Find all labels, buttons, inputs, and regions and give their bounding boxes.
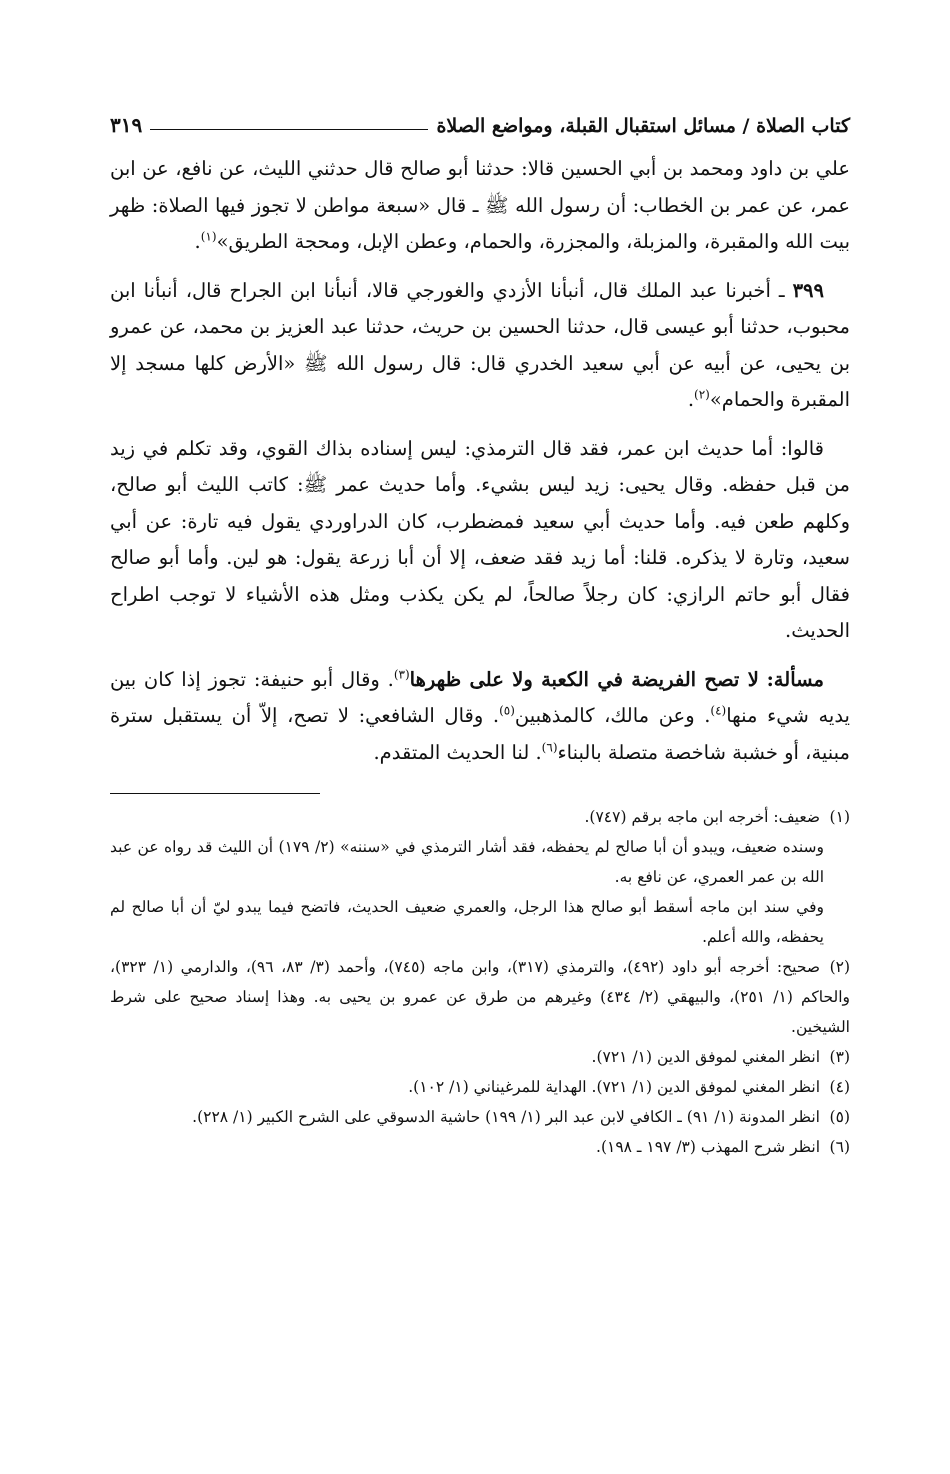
paragraph-399: ٣٩٩ ـ أخبرنا عبد الملك قال، أنبأنا الأزدي والغورجي قالا، أنبأنا ابن الجراح قال، أنبأنا ابن محبوب، حدثنا أبو عيسى قال، حدثنا الحسين بن حريث، حدثنا عبد العزيز بن محمد، عن عمرو بن يحيى، عن أبيه عن أبي سعيد الخدري قال: قال رسول الله ﷺ «الأرض كلها مسجد إلا المقبرة والحمام»$^{(٢)}$.: [110, 278, 850, 411]
footnote-2: (٢)صحيح: أخرجه أبو داود (٤٩٢)، والترمذي (٣١٧)، وابن ماجه (٧٤٥)، وأحمد (٣/ ٨٣، ٩٦)، والدارمي (١/ ٣٢٣)، والحاكم (١/ ٢٥١)، والبيهقي (٢/ ٤٣٤) وغيرهم من طرق عن عمرو بن يحيى به. وهذا إسناد صحيح على شرط الشيخين.: [110, 958, 851, 1036]
footnote-ref-2: (٢): [694, 387, 710, 402]
masala-heading: لا تصح الفريضة في الكعبة ولا على ظهرها: [409, 667, 759, 691]
footnote-6: (٦)انظر شرح المهذب (٣/ ١٩٧ ـ ١٩٨).: [596, 1138, 850, 1156]
running-header: [110, 105, 850, 137]
masala-label: مسألة:: [766, 667, 824, 691]
footnotes: [110, 802, 850, 1162]
footnote-ref-1: (١): [200, 229, 217, 244]
header-rule: [150, 129, 428, 130]
footnote-ref-6: (٦): [541, 740, 558, 754]
paragraph-3: قالوا: أما حديث ابن عمر، فقد قال الترمذي: ليس إسناده بذاك القوي، وقد تكلم في زيد من قبل حفظه. وقال يحيى: زيد ليس بشيء. وأما حديث عمر ﷺ: كاتب الليث أبو صالح، وكلهم طعن فيه. وأما حديث أبي سعيد فمضطرب، كان الدراوردي يقول فيه تارة: عن أبي سعيد، وتارة لا يذكره. قلنا: أما زيد فقد ضعف، إلا أن أبا زرعة يقول: هو لين. وأما أبو صالح فقال أبو حاتم الرازي: كان رجلاً صالحاً، لم يكن يكذب ومثل هذه الأشياء لا توجب اطراح الحديث.: [110, 436, 850, 642]
book-page: [110, 105, 850, 1162]
footnote-ref-5: (٥): [499, 703, 515, 718]
footnote-3: (٣)انظر المغني لموفق الدين (١/ ٧٢١).: [591, 1048, 850, 1066]
footnote-1: (١)ضعيف: أخرجه ابن ماجه برقم (٧٤٧).: [584, 808, 850, 826]
footnote-1-continuation-2: وفي سند ابن ماجه أسقط أبو صالح هذا الرجل، والعمري ضعيف الحديث، فاتضح فيما يبدو ليّ أن أبا صالح لم يحفظه، والله أعلم.: [110, 898, 824, 946]
header-title: كتاب الصلاة / مسائل استقبال القبلة، ومواضع الصلاة: [436, 115, 850, 137]
main-text: [110, 151, 850, 771]
footnote-ref-4: (٤): [710, 703, 727, 718]
paragraph-masala: مسألة: لا تصح الفريضة في الكعبة ولا على ظهرها$^{(٣)}$. وقال أبو حنيفة: تجوز إذا كان بين يديه شيء منها$^{(٤)}$. وعن مالك، كالمذهبين$^{(٥)}$. وقال الشافعي: لا تصح، إلاّ أن يستقبل سترة مبنية، أو خشبة شاخصة متصلة بالبناء$^{(٦)}$. لنا الحديث المتقدم.: [110, 667, 850, 764]
page-number: ٣١٩: [110, 113, 143, 137]
footnote-ref-3: (٣): [393, 667, 410, 681]
paragraph-1: علي بن داود ومحمد بن أبي الحسين قالا: حدثنا أبو صالح قال حدثني الليث، عن نافع، عن ابن عمر، عن عمر بن الخطاب: أن رسول الله ﷺ ـ قال «سبعة مواطن لا تجوز فيها الصلاة: ظهر بيت الله والمقبرة، والمزبلة، والمجزرة، والحمام، وعطن الإبل، ومحجة الطريق»$^{(١)}$.: [110, 157, 850, 253]
hadith-number: ٣٩٩: [792, 278, 824, 302]
footnote-4: (٤)انظر المغني لموفق الدين (١/ ٧٢١). الهداية للمرغيناني (١/ ١٠٢).: [408, 1078, 850, 1096]
footnote-5: (٥)انظر المدونة (١/ ٩١) ـ الكافي لابن عبد البر (١/ ١٩٩) حاشية الدسوقي على الشرح الكبير (١/ ٢٢٨).: [192, 1108, 850, 1126]
footnote-1-continuation-1: وسنده ضعيف، ويبدو أن أبا صالح لم يحفظه، فقد أشار الترمذي في «سننه» (٢/ ١٧٩) أن الليث قد رواه عن عبد الله بن عمر العمري، عن نافع به.: [110, 838, 824, 886]
footnote-separator: [110, 793, 320, 794]
